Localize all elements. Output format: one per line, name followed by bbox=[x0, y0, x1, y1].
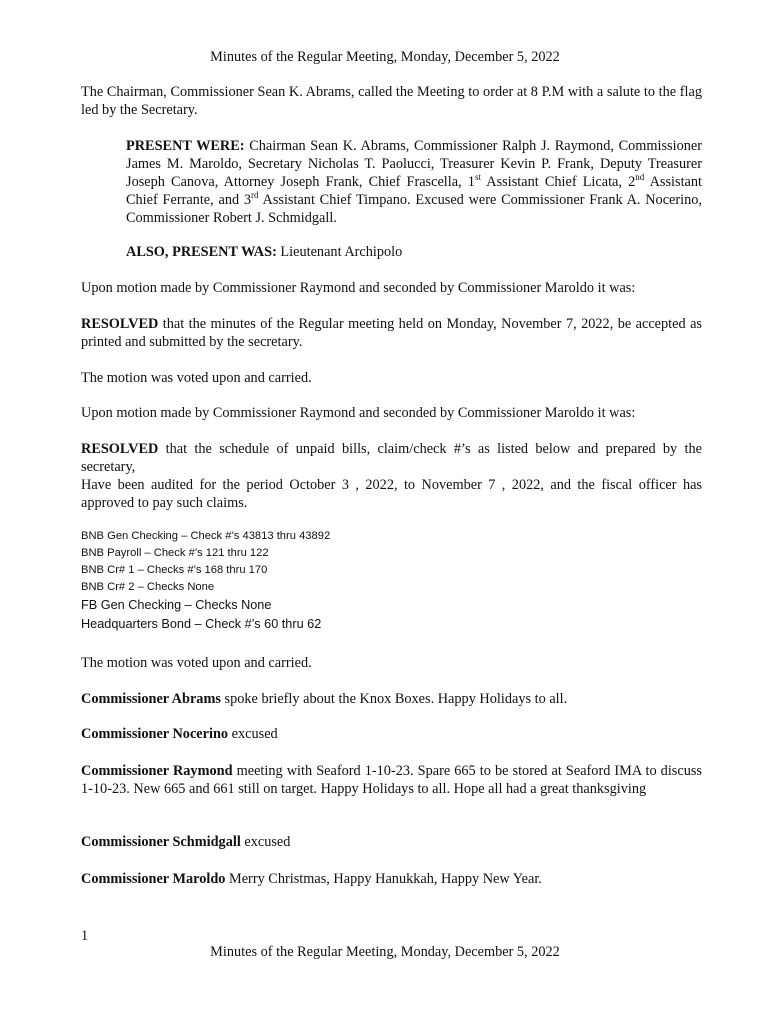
ordinal-1st: st bbox=[474, 172, 481, 183]
resolved-paragraph-2 bbox=[81, 440, 702, 512]
present-text-4: Assistant Chief Timpano. Excused were Commissioner Frank A. Nocerino, Commissioner Robert J. Schmidgall. bbox=[126, 192, 703, 226]
report-schmidgall bbox=[81, 833, 702, 851]
carried-paragraph-2: The motion was voted upon and carried. bbox=[81, 655, 312, 671]
bill-item: BNB Payroll – Check #’s 121 thru 122 bbox=[81, 547, 269, 559]
report-name: Commissioner Nocerino bbox=[81, 726, 229, 742]
report-text: spoke briefly about the Knox Boxes. Happy Holidays to all. bbox=[220, 691, 568, 707]
bills-list bbox=[81, 528, 581, 634]
report-nocerino bbox=[81, 725, 702, 743]
present-label: PRESENT WERE: bbox=[126, 138, 245, 154]
present-paragraph bbox=[126, 137, 702, 227]
report-text: meeting with Seaford 1-10-23. Spare 665 to be stored at Seaford IMA to discuss 1-10-23. New 665 and 661 still on target. Happy Holidays to all. Hope all had a great thanksgiving bbox=[81, 763, 702, 797]
present-text-3: Assistant Chief Ferrante, and 3 bbox=[126, 174, 703, 208]
resolved-text-1: that the minutes of the Regular meeting held on Monday, November 7, 2022, be accepted as printed and submitted by the secretary. bbox=[81, 316, 702, 350]
report-text: excused bbox=[228, 726, 278, 742]
carried-paragraph-1: The motion was voted upon and carried. bbox=[81, 370, 312, 386]
page-header: Minutes of the Regular Meeting, Monday, December 5, 2022 bbox=[210, 49, 560, 65]
present-text-1: Chairman Sean K. Abrams, Commissioner Ralph J. Raymond, Commissioner James M. Maroldo, Secretary Nicholas T. Paolucci, Treasurer Kevin P. Frank, Deputy Treasurer Joseph Canova, Attorney Joseph Frank, Chief Frascella, 1 bbox=[126, 138, 702, 190]
also-present-paragraph bbox=[126, 243, 702, 261]
report-text: excused bbox=[240, 834, 291, 850]
report-abrams bbox=[81, 690, 702, 708]
intro-paragraph: The Chairman, Commissioner Sean K. Abrams, called the Meeting to order at 8 P.M with a salute to the flag led by the Secretary. bbox=[81, 84, 702, 118]
report-name: Commissioner Maroldo bbox=[81, 871, 226, 887]
also-present-label: ALSO, PRESENT WAS: bbox=[126, 244, 277, 260]
bill-item: BNB Gen Checking – Check #’s 43813 thru 43892 bbox=[81, 530, 331, 542]
resolved-paragraph-1 bbox=[81, 315, 702, 351]
page-footer: Minutes of the Regular Meeting, Monday, December 5, 2022 bbox=[210, 944, 560, 960]
page-number: 1 bbox=[81, 928, 89, 944]
resolved-label-1: RESOLVED bbox=[81, 316, 159, 332]
report-name: Commissioner Raymond bbox=[81, 763, 233, 779]
present-text-2: Assistant Chief Licata, 2 bbox=[480, 174, 636, 190]
report-text: Merry Christmas, Happy Hanukkah, Happy New Year. bbox=[225, 871, 542, 887]
ordinal-2nd: nd bbox=[635, 172, 645, 183]
bill-item: BNB Cr# 2 – Checks None bbox=[81, 581, 215, 593]
motion-paragraph-1: Upon motion made by Commissioner Raymond and seconded by Commissioner Maroldo it was: bbox=[81, 280, 636, 296]
report-raymond bbox=[81, 762, 702, 798]
report-name: Commissioner Abrams bbox=[81, 691, 221, 707]
ordinal-3rd: rd bbox=[251, 190, 259, 201]
also-present-text: Lieutenant Archipolo bbox=[276, 244, 403, 260]
bill-item: BNB Cr# 1 – Checks #’s 168 thru 170 bbox=[81, 564, 268, 576]
motion-paragraph-2: Upon motion made by Commissioner Raymond and seconded by Commissioner Maroldo it was: bbox=[81, 405, 636, 421]
resolved-text-2b: Have been audited for the period October 3 , 2022, to November 7 , 2022, and the fiscal officer has approved to pay such claims. bbox=[81, 477, 702, 511]
resolved-text-2: that the schedule of unpaid bills, claim/check #’s as listed below and prepared by the secretary, bbox=[81, 441, 702, 475]
bill-item: Headquarters Bond – Check #’s 60 thru 62 bbox=[81, 617, 322, 631]
report-name: Commissioner Schmidgall bbox=[81, 834, 241, 850]
resolved-label-2: RESOLVED bbox=[81, 441, 159, 457]
report-maroldo bbox=[81, 870, 702, 888]
bill-item: FB Gen Checking – Checks None bbox=[81, 598, 272, 612]
